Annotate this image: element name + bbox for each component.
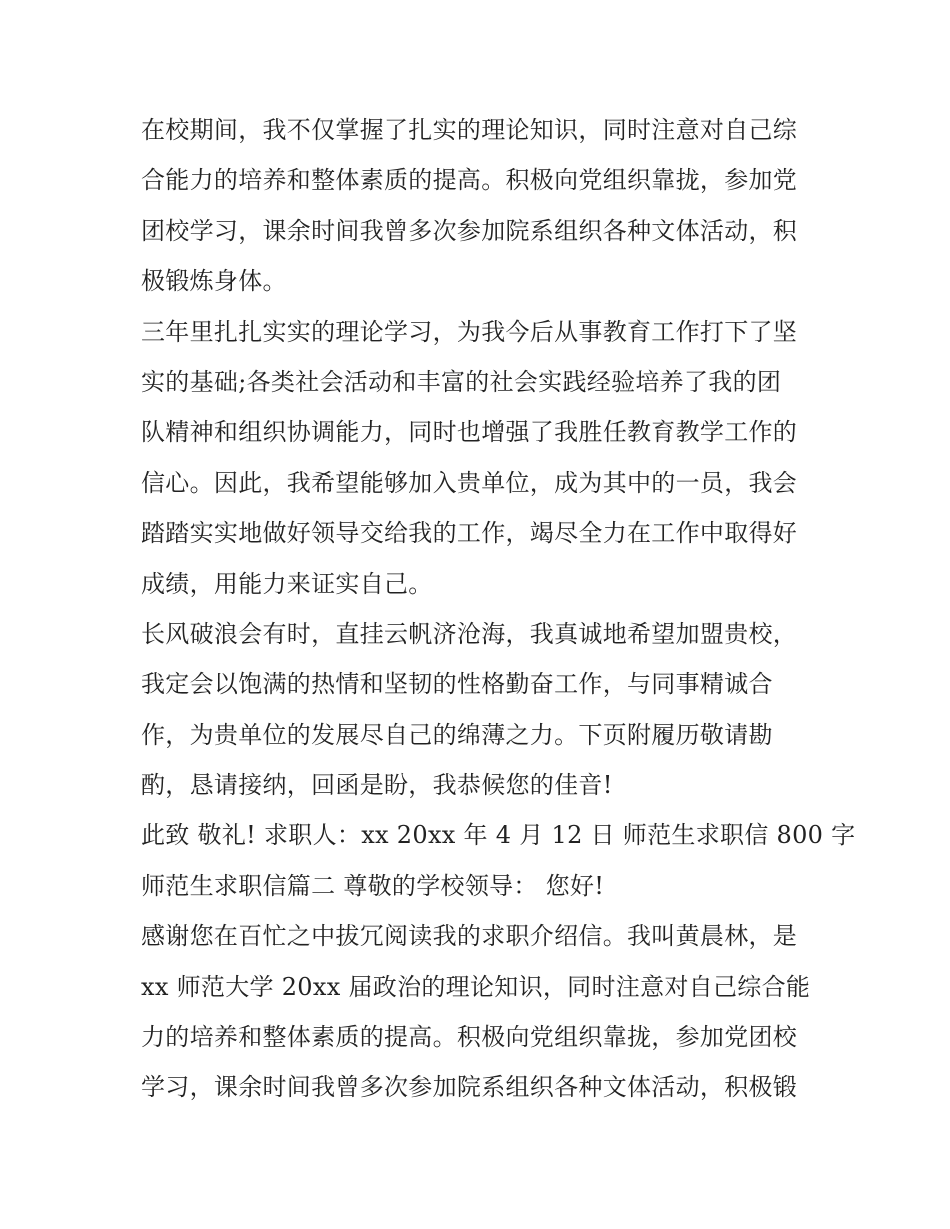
text-line: 酌，恳请接纳，回函是盼，我恭候您的佳音! xyxy=(141,771,613,800)
text-line: 感谢您在百忙之中拔冗阅读我的求职介绍信。我叫黄晨林，是 xyxy=(141,922,798,951)
text-line: 学习，课余时间我曾多次参加院系组织各种文体活动，积极锻 xyxy=(141,1073,798,1102)
text-line: 极锻炼身体。 xyxy=(141,267,287,296)
text-line: 作，为贵单位的发展尽自己的绵薄之力。下页附履历敬请勘 xyxy=(141,720,773,749)
text-line: 长风破浪会有时，直挂云帆济沧海，我真诚地希望加盟贵校， xyxy=(141,619,798,648)
text-line: 信心。因此，我希望能够加入贵单位，成为其中的一员，我会 xyxy=(141,468,798,497)
text-line: 此致 敬礼! 求职人：xx 20xx 年 4 月 12 日 师范生求职信 800 字 xyxy=(141,821,856,850)
text-line: 在校期间，我不仅掌握了扎实的理论知识，同时注意对自己综 xyxy=(141,116,798,144)
body-text xyxy=(141,105,856,1113)
text-line: 队精神和组织协调能力，同时也增强了我胜任教育教学工作的 xyxy=(141,418,798,447)
text-line: 三年里扎扎实实的理论学习，为我今后从事教育工作打下了坚 xyxy=(141,317,798,346)
text-line: 成绩，用能力来证实自己。 xyxy=(141,569,433,598)
text-line: 合能力的培养和整体素质的提高。积极向党组织靠拢，参加党 xyxy=(141,166,798,195)
text-line: xx 师范大学 20xx 届政治的理论知识，同时注意对自己综合能 xyxy=(141,972,811,1001)
text-line: 师范生求职信篇二 尊敬的学校领导： 您好! xyxy=(141,871,605,900)
text-line: 力的培养和整体素质的提高。积极向党组织靠拢，参加党团校 xyxy=(141,1023,798,1052)
text-line: 我定会以饱满的热情和坚韧的性格勤奋工作，与同事精诚合 xyxy=(141,670,773,699)
text-line: 实的基础;各类社会活动和丰富的社会实践经验培养了我的团 xyxy=(141,367,782,396)
text-line: 团校学习，课余时间我曾多次参加院系组织各种文体活动，积 xyxy=(141,216,798,245)
text-line: 踏踏实实地做好领导交给我的工作，竭尽全力在工作中取得好 xyxy=(141,519,798,548)
